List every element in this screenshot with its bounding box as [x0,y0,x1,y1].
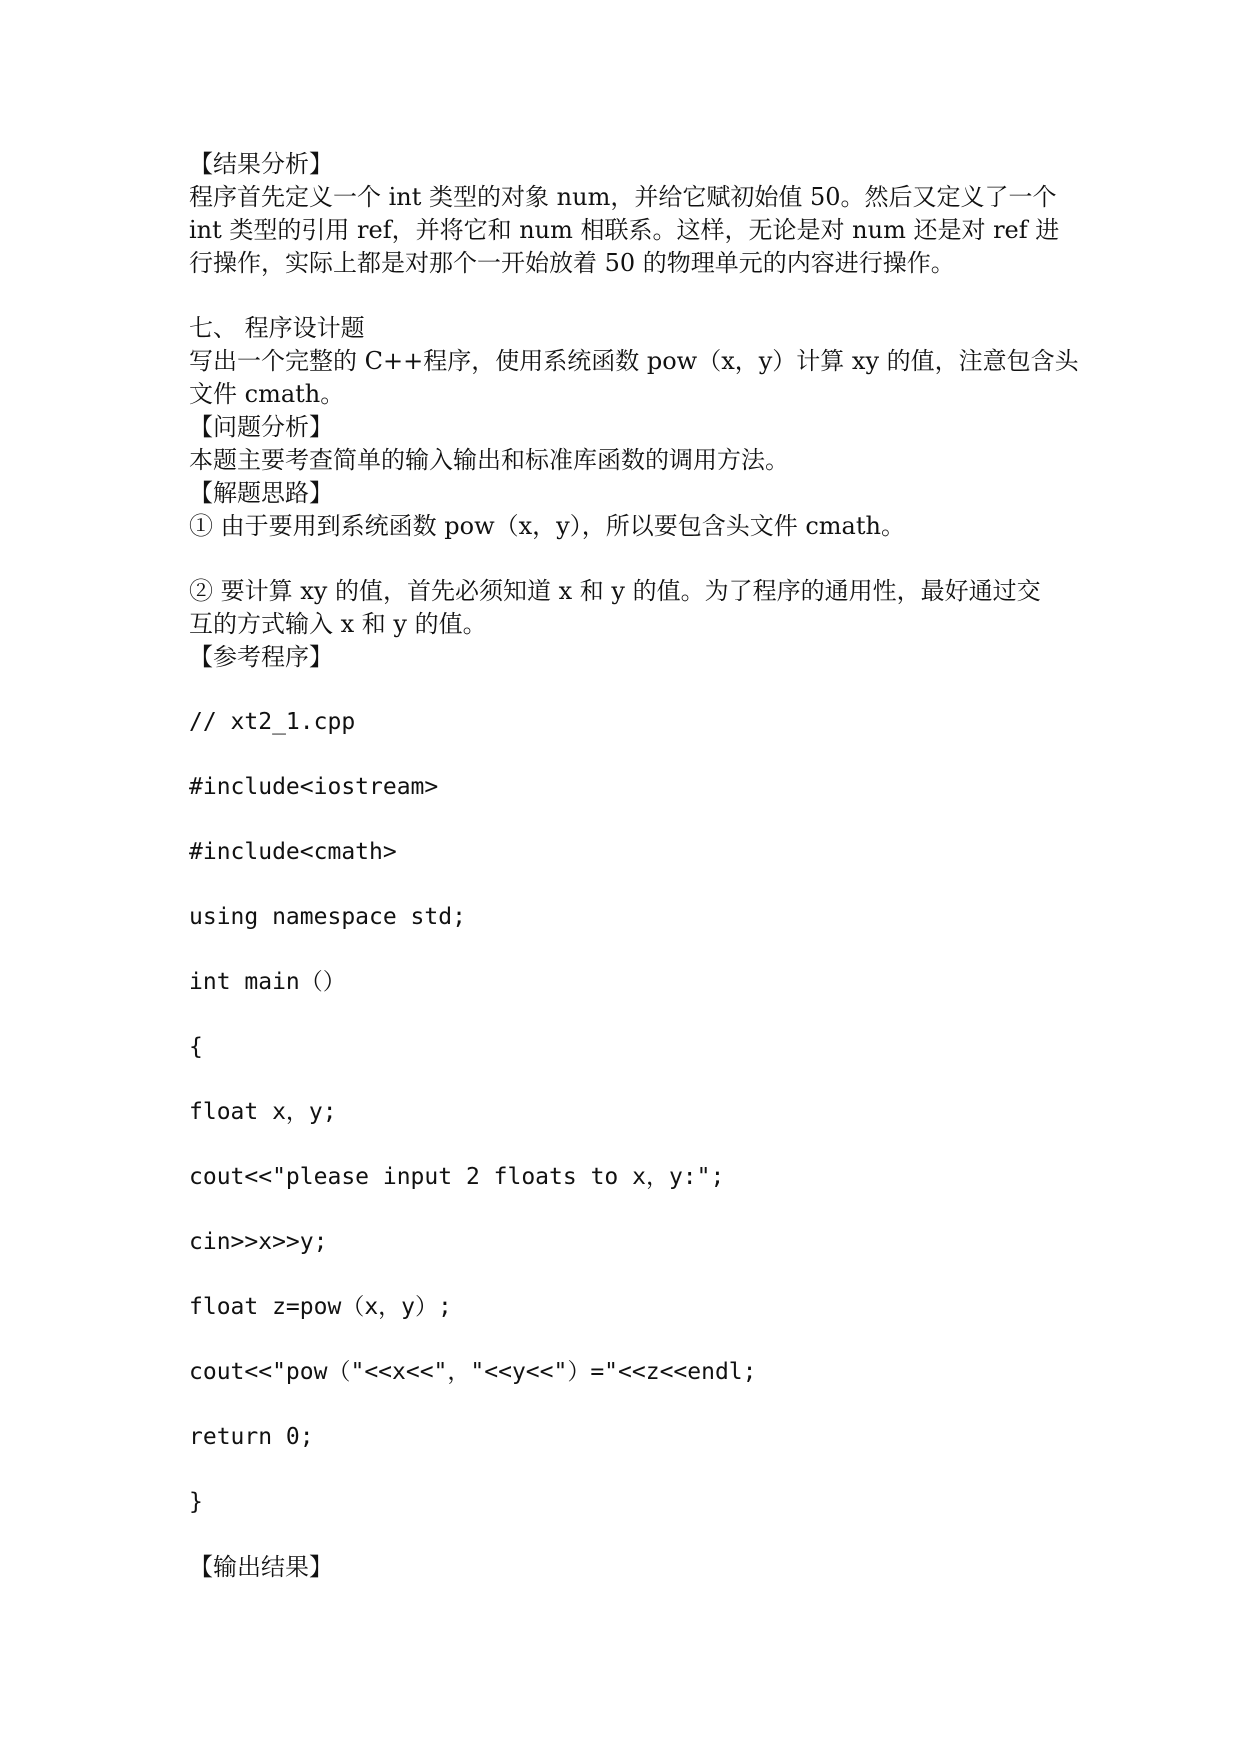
code-line: #include<iostream> [189,774,439,800]
result-analysis-line: 程序首先定义一个 int 类型的对象 num，并给它赋初始值 50。然后又定义了一个 [189,183,1057,211]
code-line: float z=pow（x，y）; [189,1294,452,1320]
code-line: cout<<"pow（"<<x<<"，"<<y<<"）="<<z<<endl; [189,1359,757,1385]
problem-analysis-heading: 【问题分析】 [189,413,333,441]
code-line: { [189,1034,203,1060]
result-analysis-heading: 【结果分析】 [189,150,333,178]
result-analysis-line: int 类型的引用 ref，并将它和 num 相联系。这样，无论是对 num 还是对 ref 进 [189,216,1060,244]
code-line: cin>>x>>y; [189,1229,328,1255]
solution-idea-2: 互的方式输入 x 和 y 的值。 [189,610,487,638]
section-title: 七、 程序设计题 [189,314,365,342]
question-line: 写出一个完整的 C++程序，使用系统函数 pow（x，y）计算 xy 的值，注意包含头 [189,347,1079,375]
output-result-heading: 【输出结果】 [189,1553,333,1581]
result-analysis-line: 行操作，实际上都是对那个一开始放着 50 的物理单元的内容进行操作。 [189,249,955,277]
code-line: #include<cmath> [189,839,397,865]
solution-idea-1: ① 由于要用到系统函数 pow（x，y），所以要包含头文件 cmath。 [189,512,905,540]
code-line: } [189,1489,203,1515]
code-line: cout<<"please input 2 floats to x，y:"; [189,1164,725,1190]
document-page [189,148,1079,1584]
reference-program-heading: 【参考程序】 [189,643,333,671]
code-line: // xt2_1.cpp [189,709,356,735]
solution-idea-2: ② 要计算 xy 的值，首先必须知道 x 和 y 的值。为了程序的通用性，最好通过交 [189,577,1041,605]
solution-idea-heading: 【解题思路】 [189,479,333,507]
code-line: return 0; [189,1424,314,1450]
question-line: 文件 cmath。 [189,380,345,408]
problem-analysis-text: 本题主要考查简单的输入输出和标准库函数的调用方法。 [189,446,789,474]
code-block [189,706,1069,1519]
code-line: int main（） [189,969,346,995]
code-line: using namespace std; [189,904,466,930]
code-line: float x，y; [189,1099,337,1125]
